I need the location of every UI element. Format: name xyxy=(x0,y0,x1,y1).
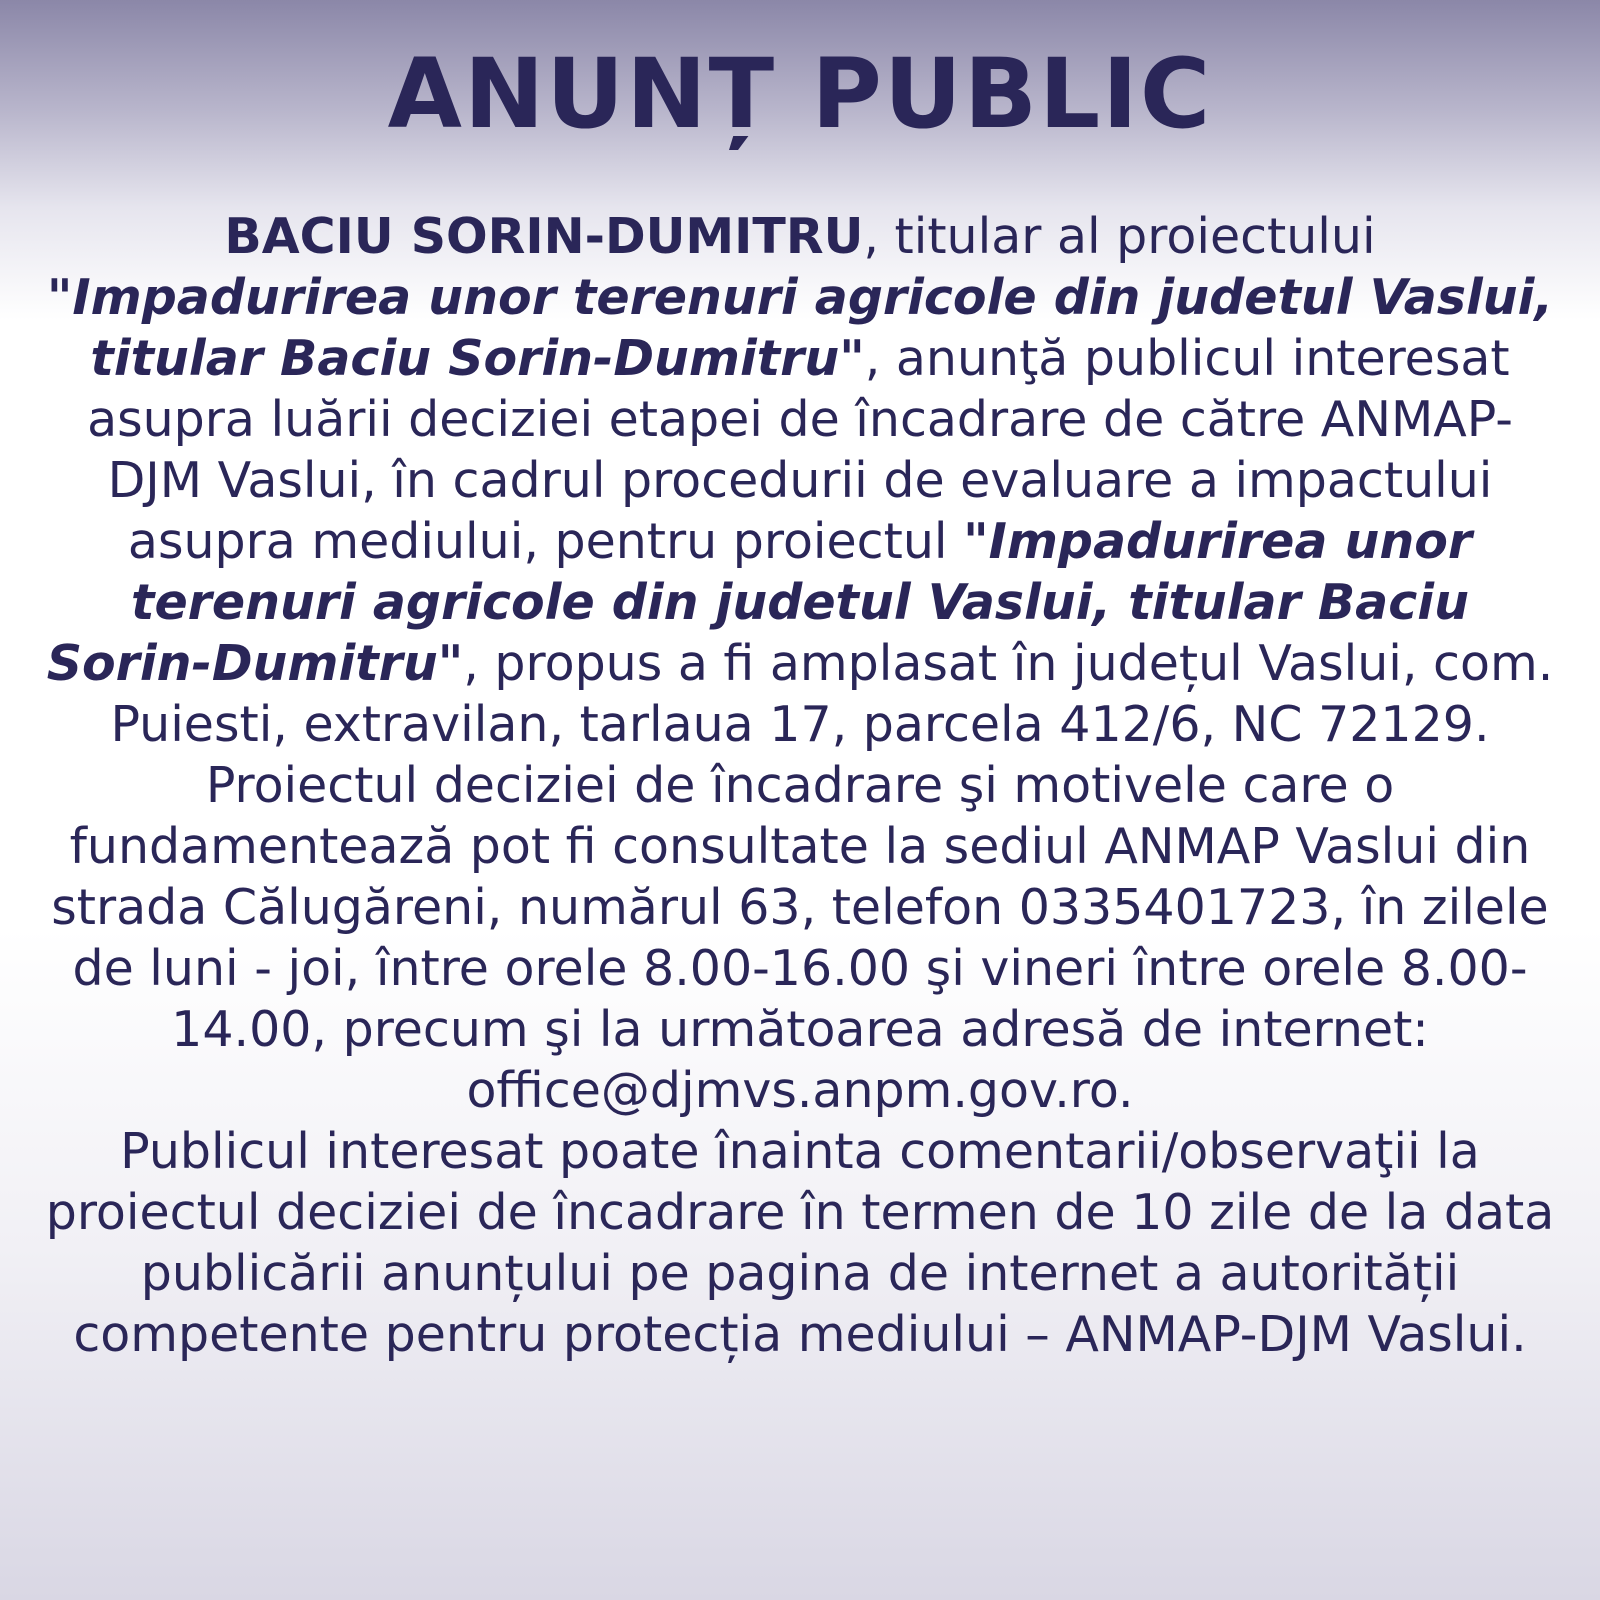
text-segment-4: . xyxy=(1117,1062,1134,1119)
notice-paragraph-main xyxy=(40,206,1560,1121)
notice-paragraph-comments: Publicul interesat poate înainta comentarii/observaţii la proiectul deciziei de încadrare în termen de 10 zile de la data publicării anunțului pe pagina de internet a autorității competente pentru protecția mediului – ANMAP-DJM Vaslui. xyxy=(45,1123,1555,1363)
text-segment-2: , anunţă publicul interesat asupra luării deciziei etapei de încadrare de către ANMAP-DJM Vaslui, în cadrul procedurii de evaluare a impactului asupra mediului, pentru proiectul xyxy=(87,330,1513,570)
notice-title: ANUNȚ PUBLIC xyxy=(387,38,1213,150)
project-holder-name: BACIU SORIN-DUMITRU xyxy=(224,208,864,265)
project-name-second: "Impadurirea unor terenuri agricole din judetul Vaslui, titular Baciu Sorin-Dumitru" xyxy=(46,513,1473,692)
text-segment-3: , propus a fi amplasat în județul Vaslui, com. Puiesti, extravilan, tarlaua 17, parcela 412/6, NC 72129. Proiectul deciziei de încadrare şi motivele care o fundamentează pot fi consultate la sediul ANMAP Vaslui din strada Călugăreni, numărul 63, telefon 0335401723, în zilele de luni - joi, între orele 8.00-16.00 şi vineri între orele 8.00-14.00, precum şi la următoarea adresă de internet: xyxy=(51,635,1554,1058)
text-segment-1: , titular al proiectului xyxy=(863,208,1376,265)
contact-email: office@djmvs.anpm.gov.ro xyxy=(466,1062,1118,1119)
project-name-first: "Impadurirea unor terenuri agricole din judetul Vaslui, titular Baciu Sorin-Dumitru" xyxy=(46,269,1554,387)
